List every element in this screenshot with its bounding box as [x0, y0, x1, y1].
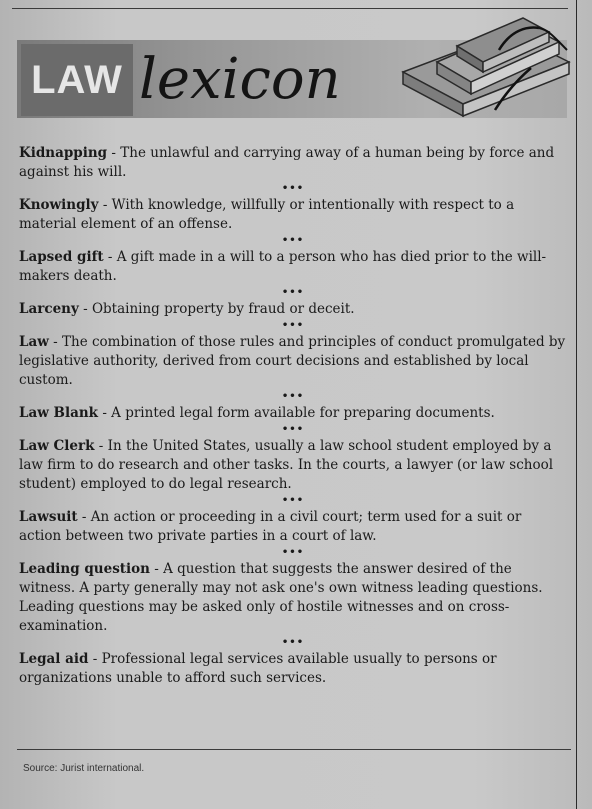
- entry-definition: - The combination of those rules and principles of conduct promulgated by legislative authority, derived from court decisions and established by local custom.: [19, 334, 566, 388]
- glossary-entry: [19, 144, 567, 182]
- entry-definition: - In the United States, usually a law school student employed by a law firm to do research and other tasks. In the courts, a lawyer (or law school student) employed to do legal research.: [19, 438, 554, 492]
- glossary-entry: [19, 300, 567, 319]
- glossary-entry: [19, 333, 567, 390]
- entry-term: Law: [19, 334, 49, 350]
- entry-definition: - Professional legal services available usually to persons or organizations unable to afford such services.: [19, 651, 497, 686]
- entry-definition: - A question that suggests the answer desired of the witness. A party generally may not ask one's own witness leading questions. Leading questions may be asked only of hostile witnesses and on cross-examination.: [19, 561, 543, 634]
- entry-separator: •••: [281, 495, 305, 506]
- glossary-entry: [19, 404, 567, 423]
- entry-definition: - An action or proceeding in a civil court; term used for a suit or action between two private parties in a court of law.: [19, 509, 522, 544]
- law-label: LAW: [31, 57, 123, 102]
- entry-term: Leading question: [19, 561, 150, 577]
- entry-term: Larceny: [19, 301, 79, 317]
- source-rule: [17, 749, 571, 750]
- glossary-list: [19, 144, 567, 688]
- top-rule: [12, 8, 568, 9]
- entry-separator: •••: [281, 287, 305, 298]
- entry-term: Knowingly: [19, 197, 99, 213]
- entry-term: Legal aid: [19, 651, 89, 667]
- glossary-entry: [19, 650, 567, 688]
- entry-definition: - A gift made in a will to a person who has died prior to the will-makers death.: [19, 249, 547, 284]
- entry-separator: •••: [281, 183, 305, 194]
- entry-term: Lapsed gift: [19, 249, 104, 265]
- entry-separator: •••: [281, 391, 305, 402]
- entry-definition: - Obtaining property by fraud or deceit.: [78, 301, 355, 317]
- entry-separator: •••: [281, 547, 305, 558]
- books-illustration-icon: [399, 10, 575, 130]
- entry-term: Law Blank: [19, 405, 99, 421]
- entry-separator: •••: [281, 424, 305, 435]
- entry-definition: - With knowledge, willfully or intentionally with respect to a material element of an offense.: [19, 197, 515, 232]
- entry-definition: - The unlawful and carrying away of a human being by force and against his will.: [19, 145, 555, 180]
- glossary-entry: [19, 248, 567, 286]
- entry-separator: •••: [281, 637, 305, 648]
- entry-separator: •••: [281, 235, 305, 246]
- law-label-box: [21, 44, 133, 116]
- entry-definition: - A printed legal form available for preparing documents.: [98, 405, 495, 421]
- entry-term: Law Clerk: [19, 438, 95, 454]
- glossary-entry: [19, 508, 567, 546]
- source-credit: Source: Jurist international.: [23, 763, 145, 774]
- masthead-title: lexicon: [139, 47, 341, 112]
- glossary-entry: [19, 196, 567, 234]
- masthead: [17, 40, 567, 120]
- entry-separator: •••: [281, 320, 305, 331]
- glossary-entry: [19, 437, 567, 494]
- column-rule: [576, 0, 577, 809]
- entry-term: Kidnapping: [19, 145, 108, 161]
- glossary-entry: [19, 560, 567, 636]
- entry-term: Lawsuit: [19, 509, 78, 525]
